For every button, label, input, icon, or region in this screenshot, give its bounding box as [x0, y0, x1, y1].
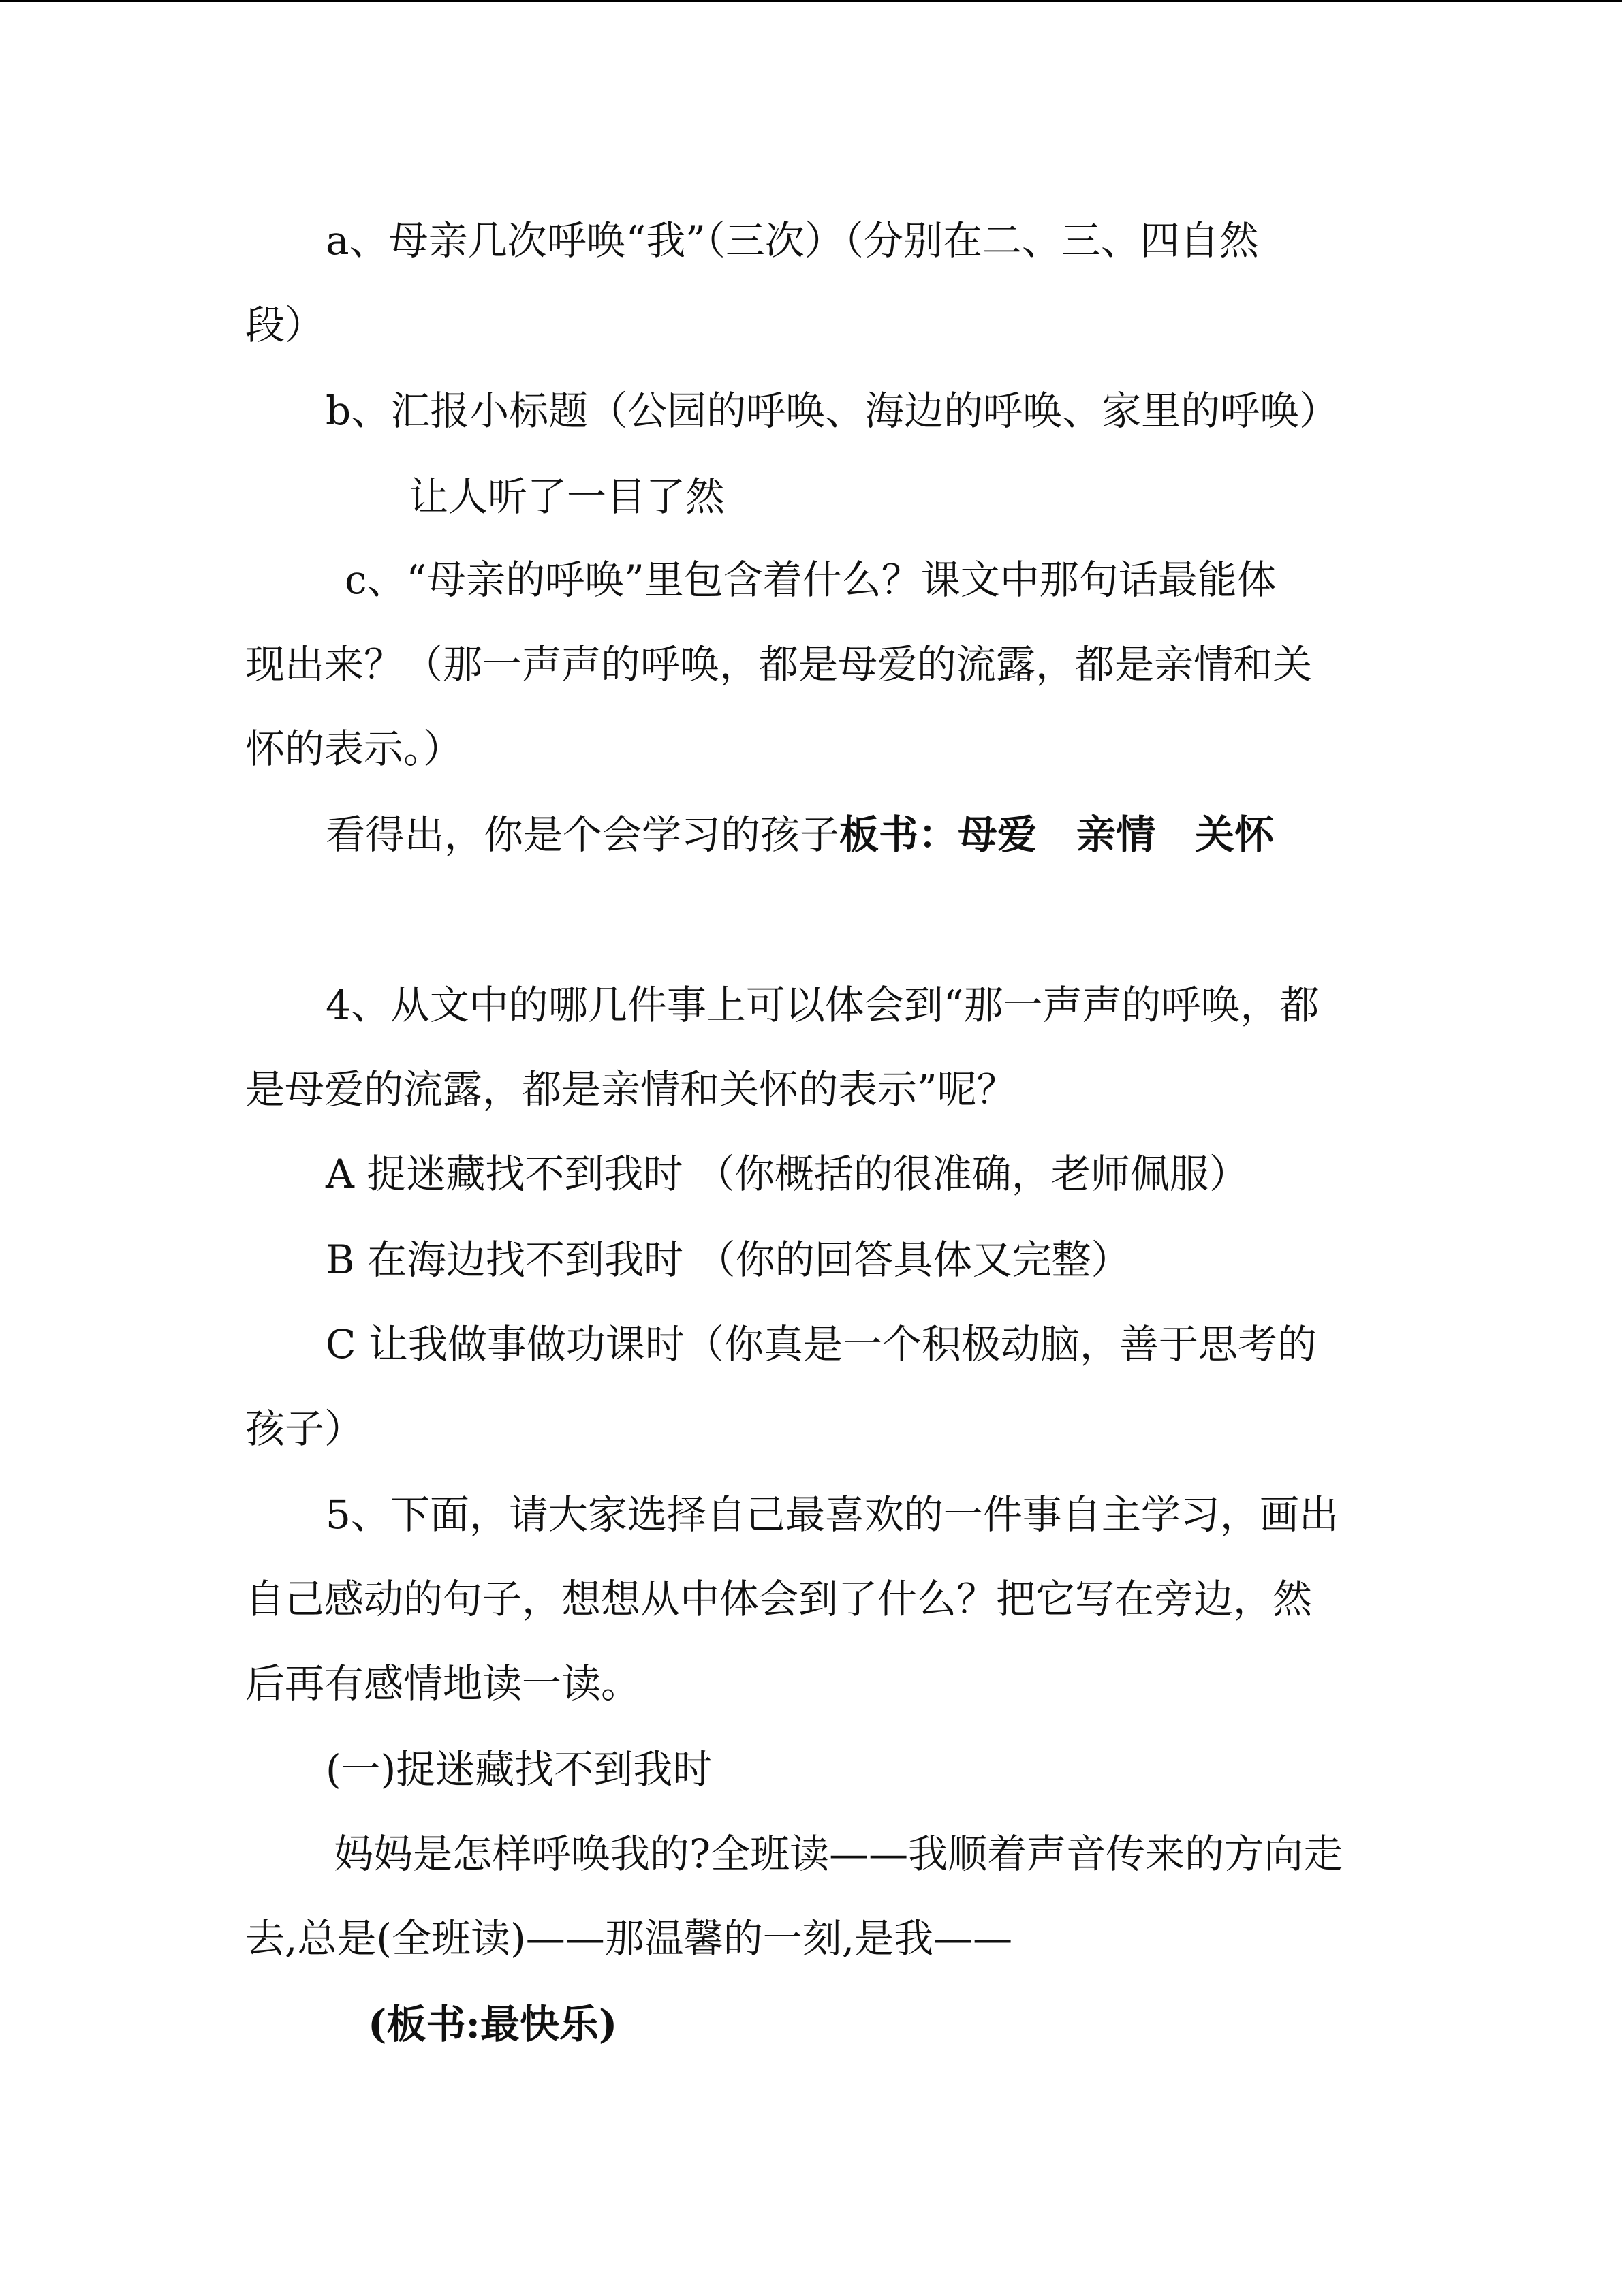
- section-heading-1: (一)捉迷藏找不到我时: [326, 1746, 713, 1793]
- text-line-b-continued: 让人听了一目了然: [409, 474, 726, 520]
- text-line-5: 5、下面，请大家选择自己最喜欢的一件事自主学习，画出: [326, 1491, 1339, 1538]
- text-line-c-continued-2: 怀的表示。）: [245, 726, 463, 772]
- text-line-reading: 妈妈是怎样呼唤我的?全班读——我顺着声音传来的方向走: [334, 1831, 1343, 1877]
- text-line-c-continued-1: 现出来？（那一声声的呼唤，都是母爱的流露，都是亲情和关: [245, 641, 1313, 687]
- board-item-affection: 亲情: [1076, 811, 1156, 858]
- answer-line-c-continued: 孩子）: [245, 1406, 364, 1452]
- board-note-line: [326, 807, 1274, 862]
- text-line-reading-continued: 去,总是(全班读)——那温馨的一刻,是我——: [245, 1915, 1013, 1961]
- text-line-5-continued-1: 自己感动的句子，想想从中体会到了什么？把它写在旁边，然: [245, 1576, 1313, 1622]
- board-note-happiest: (板书:最快乐): [368, 2001, 618, 2047]
- board-item-mother-love: 母爱: [958, 811, 1038, 858]
- text-line-c: c、“母亲的呼唤”里包含着什么？课文中那句话最能体: [345, 557, 1277, 603]
- board-item-care: 关怀: [1195, 811, 1275, 858]
- document-page: [0, 2, 1622, 2296]
- text-line-4: 4、从文中的哪几件事上可以体会到“那一声声的呼唤，都: [326, 982, 1320, 1028]
- text-line-a: a、母亲几次呼唤“我”（三次）（分别在二、三、四自然: [326, 217, 1259, 264]
- praise-text: 看得出，你是个会学习的孩子: [326, 811, 840, 858]
- answer-line-c: C 让我做事做功课时（你真是一个积极动脑，善于思考的: [326, 1321, 1317, 1367]
- text-line-a-continued: 段）: [245, 302, 325, 348]
- board-label: 板书：: [839, 811, 958, 858]
- answer-line-a: A 捉迷藏找不到我时 （你概括的很准确，老师佩服）: [326, 1151, 1249, 1197]
- text-line-5-continued-2: 后再有感情地读一读。: [245, 1660, 641, 1707]
- answer-line-b: B 在海边找不到我时 （你的回答具体又完整）: [326, 1237, 1131, 1283]
- text-line-4-continued: 是母爱的流露，都是亲情和关怀的表示”呢？: [245, 1066, 1016, 1113]
- text-line-b: b、汇报小标题（公园的呼唤、海边的呼唤、家里的呼唤）: [326, 388, 1339, 434]
